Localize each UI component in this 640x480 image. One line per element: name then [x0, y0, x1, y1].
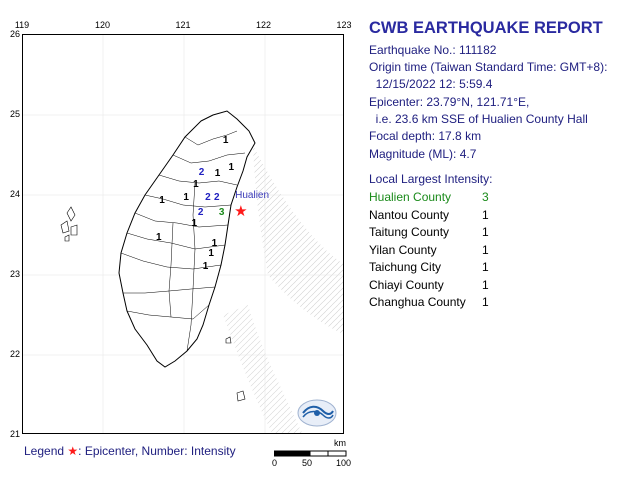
seafloor-relief: [253, 145, 344, 335]
intensity-row-county: Nantou County: [369, 207, 450, 222]
lat-tick-label: 26: [9, 29, 20, 39]
report-line-eq-no: Earthquake No.: 111182: [369, 43, 497, 57]
report-line-epicenter: Epicenter: 23.79°N, 121.71°E,: [369, 95, 530, 109]
intensity-marker: 2: [198, 166, 205, 178]
scale-label-100: 100: [336, 458, 352, 468]
intensity-header: Local Largest Intensity:: [369, 172, 493, 186]
scale-unit: km: [334, 438, 346, 448]
intensity-marker: 1: [222, 134, 229, 146]
cwb-logo-icon: [297, 399, 337, 427]
seafloor-relief: [223, 305, 303, 434]
intensity-row-value: 3: [482, 190, 489, 204]
intensity-row-value: 1: [482, 295, 489, 309]
legend-text: : Epicenter, Number: Intensity: [78, 444, 236, 458]
epicenter-star-icon: ★: [234, 202, 248, 220]
intensity-row-value: 1: [482, 260, 489, 274]
lon-tick-label: 120: [94, 20, 111, 30]
intensity-marker: 3: [218, 207, 225, 219]
intensity-marker: 2: [197, 207, 204, 219]
legend: [24, 444, 236, 458]
lon-tick-label: 123: [336, 20, 352, 30]
lon-tick-label: 122: [255, 20, 272, 30]
scale-label-50: 50: [302, 458, 313, 468]
intensity-row-value: 1: [482, 277, 489, 292]
intensity-row-county: Yilan County: [369, 242, 437, 257]
lon-tick-label: 119: [14, 20, 30, 30]
intensity-marker: 1: [191, 217, 198, 229]
intensity-marker: 2: [214, 192, 220, 204]
lat-tick-label: 25: [9, 109, 20, 119]
map-frame: [22, 34, 344, 434]
lat-tick-label: 22: [9, 349, 20, 359]
intensity-marker: 1: [193, 179, 199, 191]
intensity-marker: 1: [159, 194, 165, 206]
lon-tick-label: 121: [175, 20, 191, 30]
scale-bar-graphic: [274, 450, 354, 458]
report-line-magnitude: Magnitude (ML): 4.7: [369, 147, 477, 161]
intensity-row-value: 1: [482, 242, 489, 257]
intensity-marker: 1: [214, 168, 221, 180]
taiwan-map: [23, 35, 344, 434]
report-line-depth: Focal depth: 17.8 km: [369, 129, 482, 143]
report-title: CWB EARTHQUAKE REPORT: [369, 19, 603, 37]
report-line-location: i.e. 23.6 km SSE of Hualien County Hall: [369, 112, 588, 126]
intensity-row-value: 1: [482, 207, 489, 222]
intensity-marker: 1: [211, 237, 218, 249]
intensity-row-value: 1: [482, 225, 489, 239]
lat-tick-label: 24: [9, 189, 20, 199]
hualien-label: Hualien: [235, 189, 270, 201]
lat-tick-label: 23: [9, 269, 20, 279]
report-line-time: 12/15/2022 12: 5:59.4: [369, 77, 493, 91]
intensity-row-county: Changhua County: [369, 295, 466, 309]
intensity-row-county: Chiayi County: [369, 277, 444, 292]
legend-prefix: Legend: [24, 444, 68, 458]
intensity-marker: 1: [183, 192, 189, 204]
intensity-marker: 1: [208, 248, 214, 260]
penghu-islands: [61, 207, 77, 241]
lat-tick-label: 21: [9, 429, 20, 439]
legend-star-icon: ★: [67, 444, 79, 458]
intensity-row-county: Taichung City: [369, 260, 442, 274]
intensity-row-county: Hualien County: [369, 190, 452, 204]
intensity-marker: 2: [205, 192, 211, 204]
scale-label-0: 0: [272, 458, 278, 468]
report-line-origin: Origin time (Taiwan Standard Time: GMT+8):: [369, 60, 608, 74]
intensity-row-county: Taitung County: [369, 225, 450, 239]
intensity-marker: 1: [156, 232, 162, 244]
intensity-marker: 1: [228, 161, 235, 173]
intensity-marker: 1: [202, 261, 209, 272]
scale-bar: [270, 436, 360, 476]
